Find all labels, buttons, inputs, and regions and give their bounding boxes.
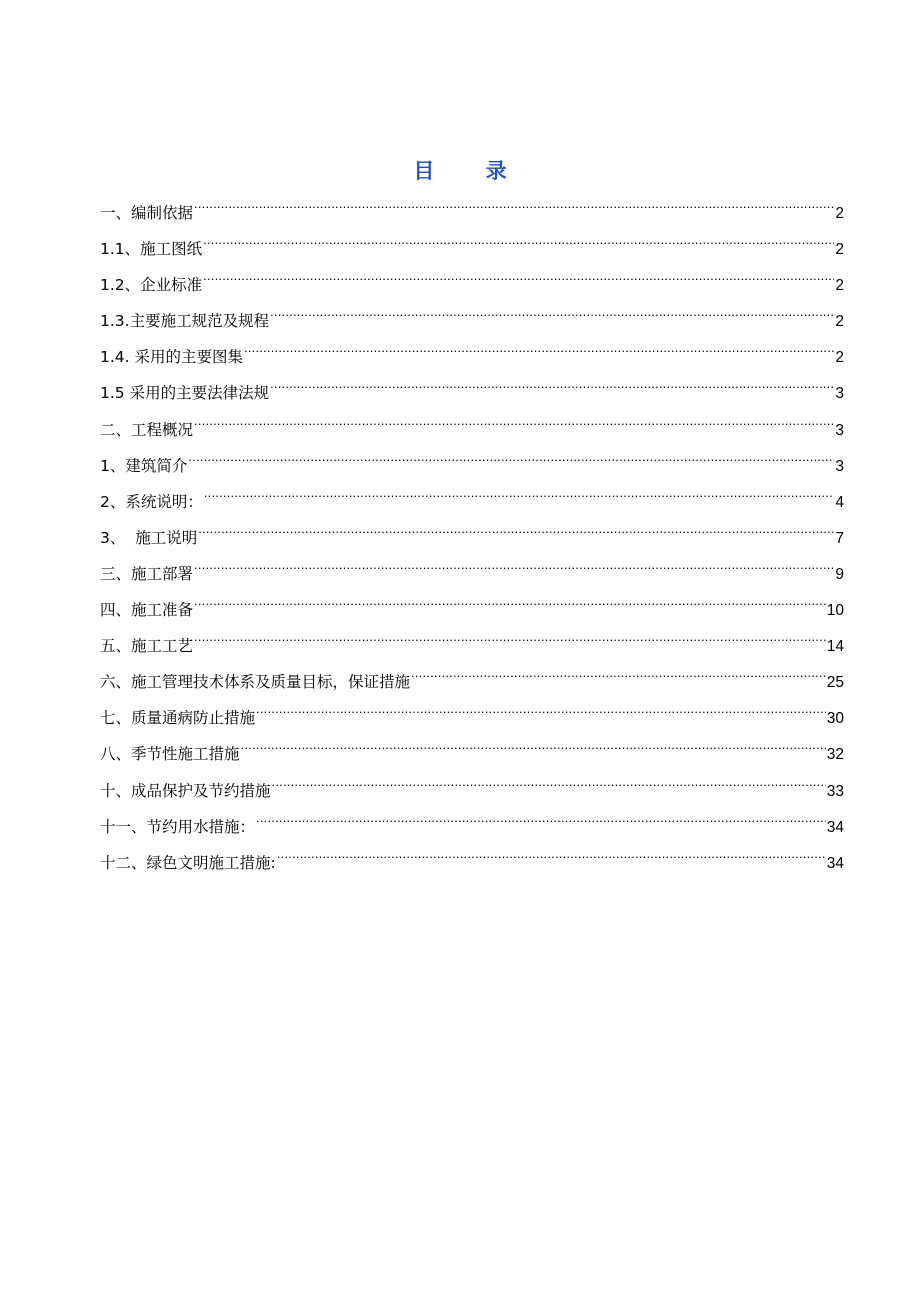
toc-leader-dots: [277, 852, 826, 868]
toc-leader-dots: [272, 780, 826, 796]
toc-entry[interactable]: [100, 595, 844, 631]
toc-entry[interactable]: [100, 559, 844, 595]
toc-entry[interactable]: [100, 812, 844, 848]
toc-entry[interactable]: [100, 342, 844, 378]
toc-title: 目 录: [413, 159, 529, 183]
toc-entry-label: 一、编制依据: [100, 204, 194, 222]
toc-entry-page: 9: [835, 565, 844, 583]
toc-entry-label: 1.3.主要施工规范及规程: [100, 312, 270, 331]
toc-entry-label: 1、建筑简介: [100, 456, 188, 475]
toc-entry[interactable]: [100, 631, 844, 667]
toc-leader-dots: [194, 203, 834, 219]
toc-entry-label: 四、施工准备: [100, 601, 194, 620]
toc-entry-label: 1.5 采用的主要法律法规: [100, 384, 270, 403]
toc-leader-dots: [244, 347, 834, 363]
toc-entry-label: 3、 施工说明: [100, 528, 198, 547]
toc-entry-label: 五、施工工艺: [100, 637, 194, 656]
toc-leader-dots: [194, 419, 834, 435]
toc-leader-dots: [194, 563, 834, 579]
toc-entry-page: 2: [835, 349, 844, 367]
toc-entry-label: 1.4. 采用的主要图集: [100, 348, 244, 367]
toc-entry-page: 30: [826, 710, 844, 728]
toc-entry-page: 2: [835, 277, 844, 295]
toc-entry-label: 三、施工部署: [100, 564, 194, 583]
toc-entry[interactable]: [100, 306, 844, 342]
toc-entry-label: 1.1、施工图纸: [100, 240, 203, 259]
toc-entry[interactable]: [100, 776, 844, 812]
toc-entry-page: 3: [835, 385, 844, 403]
toc-entry-page: 34: [826, 818, 844, 836]
toc-entry[interactable]: [100, 378, 844, 414]
toc-leader-dots: [204, 491, 835, 507]
toc-entry-page: 33: [826, 782, 844, 800]
toc-leader-dots: [194, 636, 826, 652]
toc-entry[interactable]: [100, 451, 844, 487]
toc-entry-label: 十、成品保护及节约措施: [100, 781, 271, 800]
toc-entry-page: 2: [835, 205, 844, 222]
toc-entry-label: 1.2、企业标准: [100, 276, 203, 295]
toc-entry-page: 4: [835, 493, 844, 511]
toc-entry-page: 14: [826, 638, 844, 656]
toc-entry-page: 2: [835, 313, 844, 331]
toc-entry[interactable]: [100, 415, 844, 451]
toc-leader-dots: [270, 383, 834, 399]
toc-leader-dots: [188, 455, 834, 471]
toc-entry-label: 十二、绿色文明施工措施:: [100, 853, 276, 872]
toc-entry-page: 34: [826, 854, 844, 872]
toc-entry-page: 3: [835, 457, 844, 475]
toc-leader-dots: [270, 311, 834, 327]
toc-entry[interactable]: [100, 848, 844, 884]
toc-leader-dots: [256, 816, 826, 832]
toc-entry[interactable]: [100, 487, 844, 523]
toc-entry-page: 32: [826, 746, 844, 764]
toc-leader-dots: [198, 527, 834, 543]
toc-entry-label: 六、施工管理技术体系及质量目标，保证措施: [100, 673, 411, 692]
toc-entry-label: 2、系统说明：: [100, 492, 203, 511]
toc-entry[interactable]: [100, 703, 844, 739]
toc-entry-page: 25: [826, 674, 844, 692]
toc-leader-dots: [256, 708, 826, 724]
toc-leader-dots: [194, 600, 826, 616]
toc-entry-label: 十一、节约用水措施：: [100, 817, 256, 836]
toc-entry[interactable]: [100, 739, 844, 775]
toc-entry-page: 3: [835, 421, 844, 439]
toc-entry[interactable]: [100, 234, 844, 270]
toc-entry-page: 10: [826, 602, 844, 620]
toc-leader-dots: [203, 239, 834, 255]
toc-entry-label: 二、工程概况: [100, 420, 194, 439]
toc-entry-page: 7: [835, 529, 844, 547]
toc-leader-dots: [411, 672, 826, 688]
toc-entry[interactable]: [100, 523, 844, 559]
toc-entry[interactable]: [100, 667, 844, 703]
toc-list: [100, 198, 844, 884]
toc-entry-label: 七、质量通病防止措施: [100, 709, 256, 728]
toc-entry-page: 2: [835, 241, 844, 259]
toc-entry-label: 八、季节性施工措施: [100, 745, 240, 764]
toc-leader-dots: [241, 744, 826, 760]
toc-entry[interactable]: [100, 198, 844, 234]
toc-entry[interactable]: [100, 270, 844, 306]
toc-leader-dots: [203, 275, 834, 291]
